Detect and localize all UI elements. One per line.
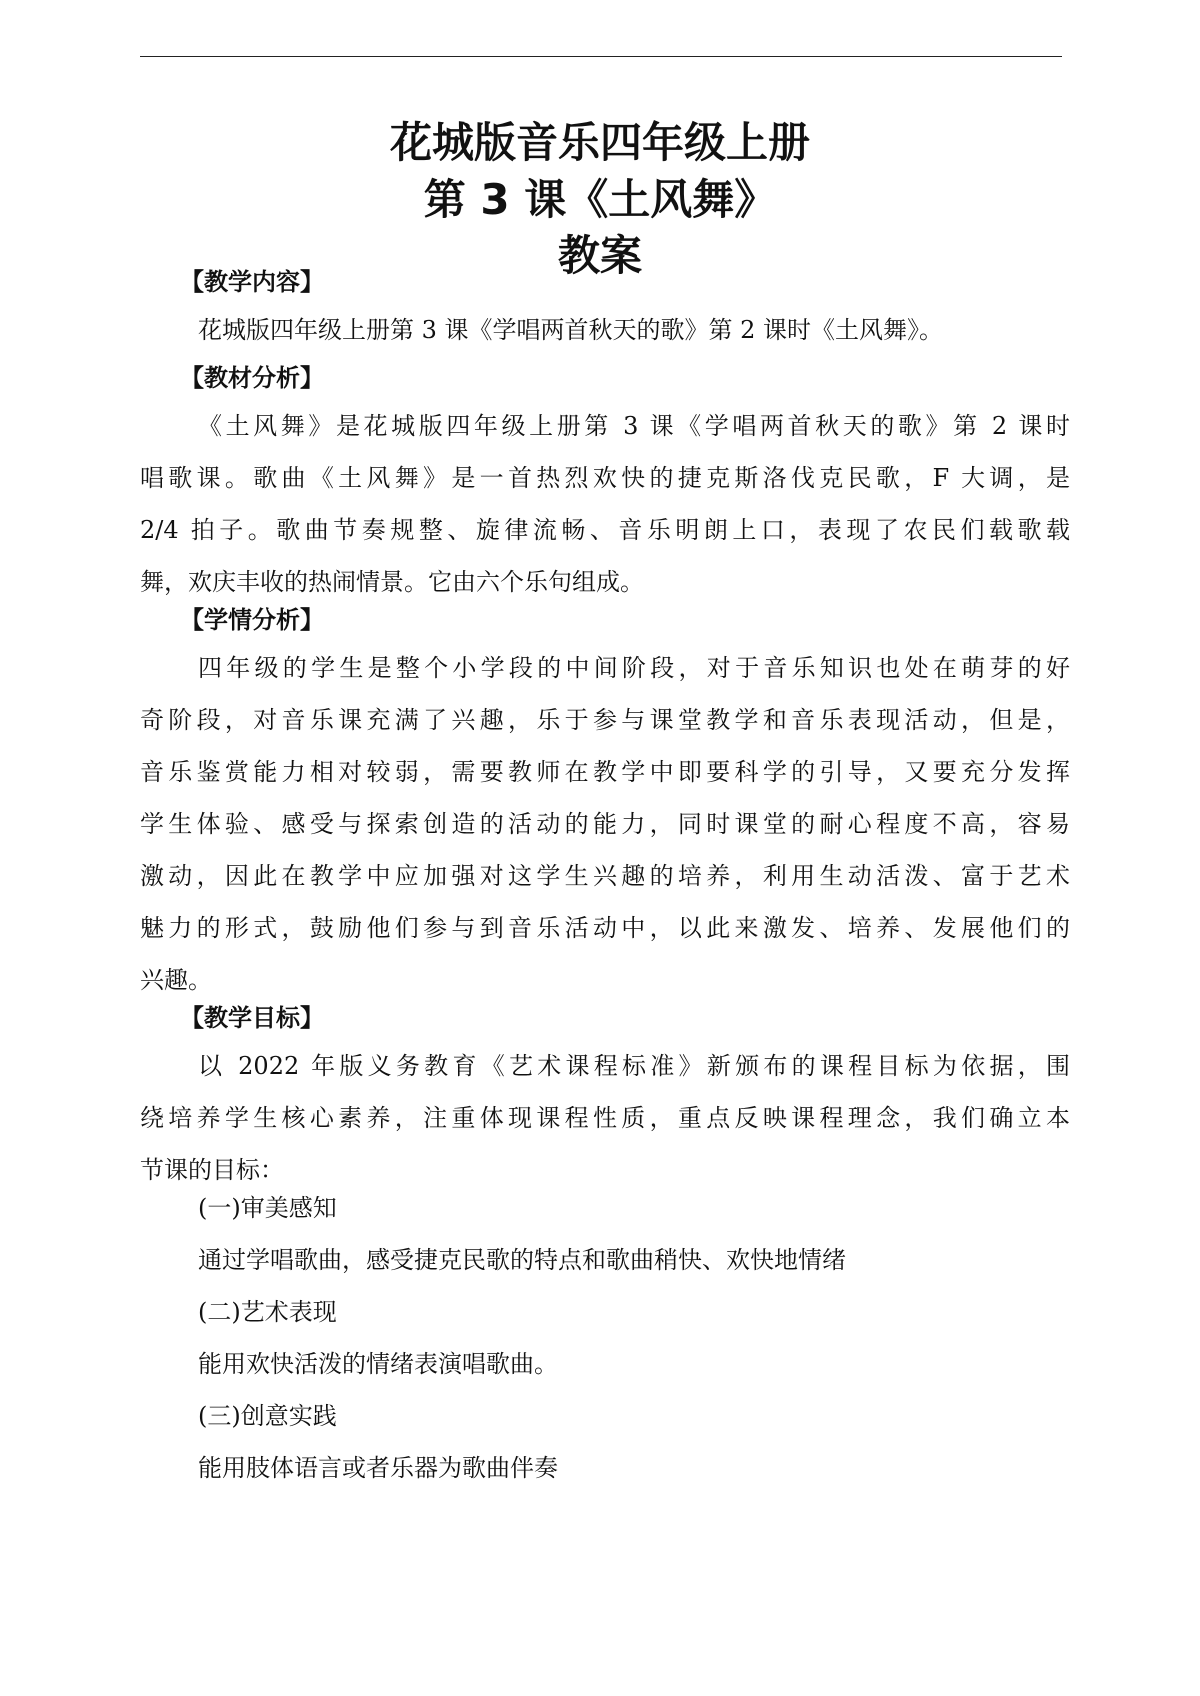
goal-text-aesthetic: 通过学唱歌曲，感受捷克民歌的特点和歌曲稍快、欢快地情绪 (198, 1246, 846, 1274)
section-heading-content: 【教学内容】 (180, 268, 324, 296)
paragraph-line: 兴趣。 (140, 966, 212, 994)
paragraph-line: 音乐鉴赏能力相对较弱，需要教师在教学中即要科学的引导，又要充分发挥 (140, 758, 1070, 786)
header-rule (140, 56, 1062, 57)
paragraph-line: 节课的目标： (140, 1156, 284, 1184)
paragraph-line: 舞，欢庆丰收的热闹情景。它由六个乐句组成。 (140, 568, 644, 596)
goal-label-aesthetic: (一)审美感知 (198, 1194, 337, 1222)
goal-label-expression: (二)艺术表现 (198, 1298, 337, 1326)
document-title: 花城版音乐四年级上册 (389, 118, 810, 167)
goal-text-expression: 能用欢快活泼的情绪表演唱歌曲。 (198, 1350, 558, 1378)
lesson-title: 第 3 课《土风舞》 (423, 175, 777, 224)
paragraph-line: 学生体验、感受与探索创造的活动的能力，同时课堂的耐心程度不高，容易 (140, 810, 1070, 838)
goals-paragraph (140, 1040, 1070, 1196)
paragraph-line: 激动，因此在教学中应加强对这学生兴趣的培养，利用生动活泼、富于艺术 (140, 862, 1070, 890)
section-heading-students: 【学情分析】 (180, 606, 324, 634)
paragraph-line: 2/4 拍子。歌曲节奏规整、旋律流畅、音乐明朗上口，表现了农民们载歌载 (140, 516, 1070, 544)
paragraph-line: 唱歌课。歌曲《土风舞》是一首热烈欢快的捷克斯洛伐克民歌，F 大调，是 (140, 464, 1070, 492)
paragraph-line: 以 2022 年版义务教育《艺术课程标准》新颁布的课程目标为依据，围 (198, 1052, 1070, 1080)
goal-text-practice: 能用肢体语言或者乐器为歌曲伴奏 (198, 1454, 558, 1482)
paragraph-line: 《土风舞》是花城版四年级上册第 3 课《学唱两首秋天的歌》第 2 课时 (198, 412, 1070, 440)
paragraph-line: 绕培养学生核心素养，注重体现课程性质，重点反映课程理念，我们确立本 (140, 1104, 1070, 1132)
document-type-title: 教案 (557, 231, 642, 280)
paragraph-line: 花城版四年级上册第 3 课《学唱两首秋天的歌》第 2 课时《土风舞》。 (198, 316, 944, 344)
material-paragraph (140, 400, 1070, 608)
goal-label-practice: (三)创意实践 (198, 1402, 337, 1430)
section-heading-goals: 【教学目标】 (180, 1004, 324, 1032)
section-heading-material: 【教材分析】 (180, 364, 324, 392)
paragraph-line: 魅力的形式，鼓励他们参与到音乐活动中，以此来激发、培养、发展他们的 (140, 914, 1070, 942)
students-paragraph (140, 642, 1070, 1006)
paragraph-line: 奇阶段，对音乐课充满了兴趣，乐于参与课堂教学和音乐表现活动，但是， (140, 706, 1070, 734)
paragraph-line: 四年级的学生是整个小学段的中间阶段，对于音乐知识也处在萌芽的好 (198, 654, 1070, 682)
content-paragraph (140, 304, 1070, 356)
